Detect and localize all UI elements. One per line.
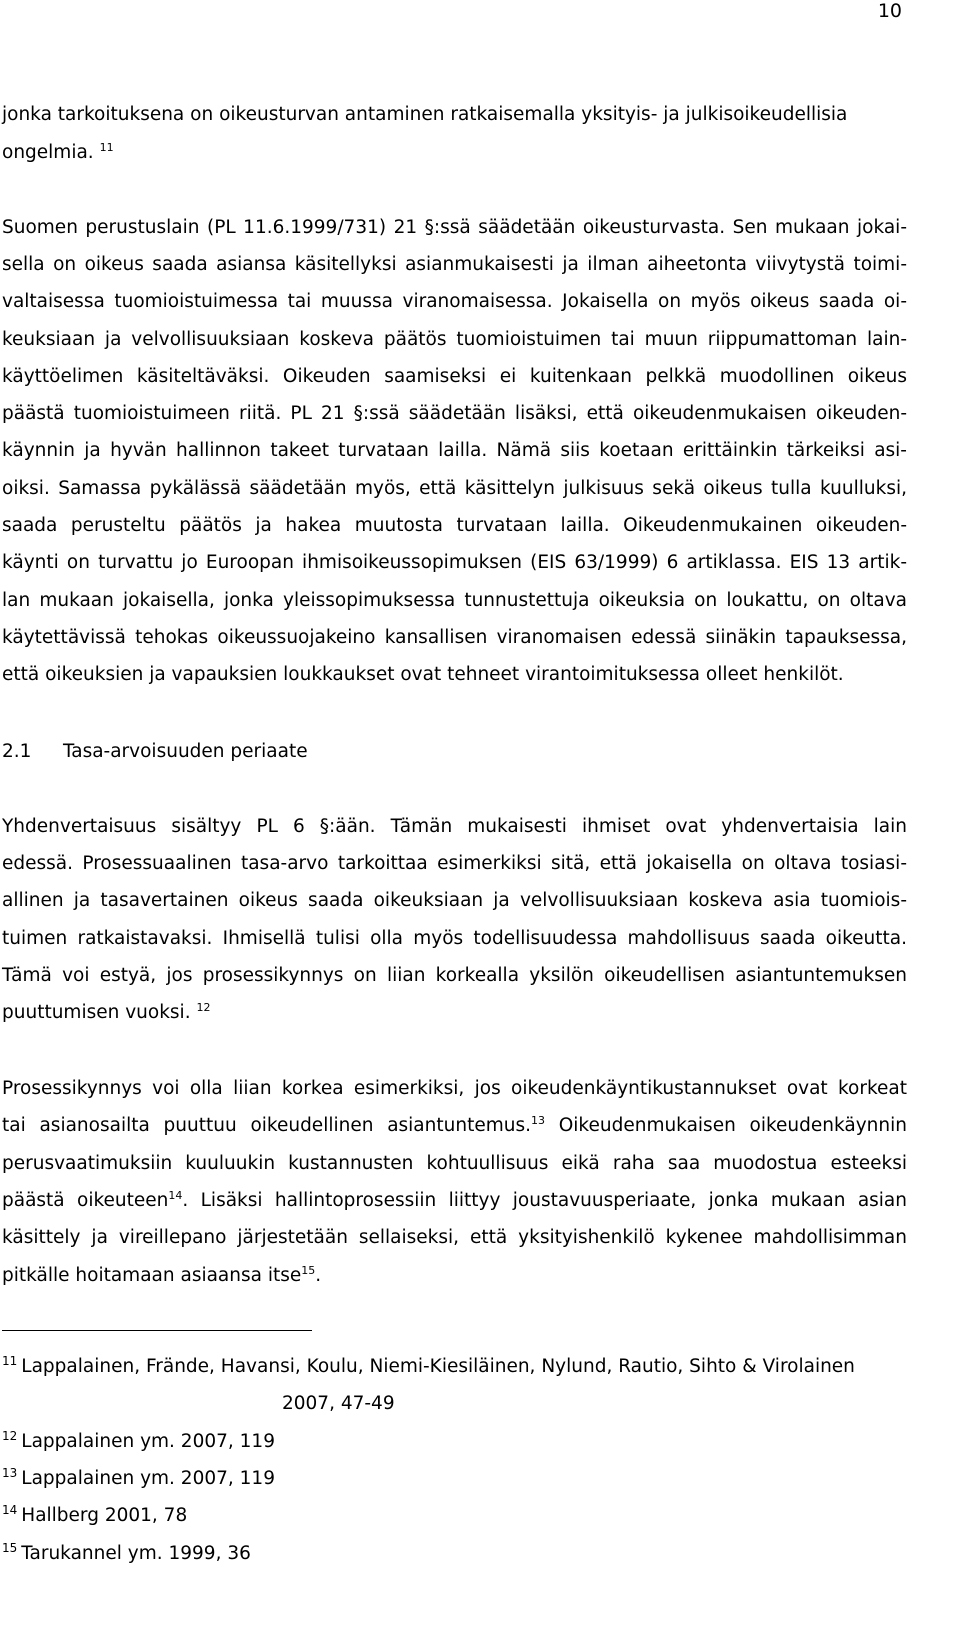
paragraph-line [2,140,114,166]
footnote-ref: 14 [168,1188,183,1202]
paragraph-line: jonka tarkoituksena on oikeusturvan antaminen ratkaisemalla yksityis- ja julkisoikeudellisia [2,104,848,125]
paragraph-line: Prosessikynnys voi olla liian korkea esimerkiksi, jos oikeudenkäyntikustannukset ovat korkeat [2,1078,907,1099]
paragraph-line: oiksi. Samassa pykälässä säädetään myös, että käsittelyn julkisuus sekä oikeus tulla kuulluksi, [2,478,907,499]
paragraph-line: käynti on turvattu jo Euroopan ihmisoikeussopimuksen (EIS 63/1999) 6 artiklassa. EIS 13 artik- [2,552,907,573]
paragraph-line: tuimen ratkaistavaksi. Ihmisellä tulisi olla myös todellisuudessa mahdollisuus saada oikeutta. [2,928,907,949]
paragraph-line: että oikeuksien ja vapauksien loukkaukset ovat tehneet virantoimituksessa olleet henkilöt. [2,664,844,685]
paragraph-line: käyttöelimen käsiteltäväksi. Oikeuden saamiseksi ei kuitenkaan pelkkä muodollinen oikeus [2,366,907,387]
footnote-text: Hallberg 2001, 78 [21,1505,188,1526]
paragraph-line: perusvaatimuksiin kuuluukin kustannusten kohtuullisuus eikä raha saa muodostua esteeksi [2,1153,907,1174]
paragraph-line: keuksiaan ja velvollisuuksiaan koskeva päätös tuomioistuimen tai muun riippumattoman lain- [2,329,907,350]
footnote-separator [2,1330,312,1331]
footnote-mark: 14 [2,1502,18,1517]
text-span: puuttumisen vuoksi. [2,1002,191,1023]
paragraph-line: saada perusteltu päätös ja hakea muutosta turvataan lailla. Oikeudenmukainen oikeuden- [2,515,907,536]
footnote-ref: 12 [196,1000,211,1014]
text-span: ongelmia. [2,142,94,163]
paragraph-line [2,1113,907,1139]
footnote-text: Lappalainen ym. 2007, 119 [21,1468,275,1489]
paragraph-line: Yhdenvertaisuus sisältyy PL 6 §:ään. Tämän mukaisesti ihmiset ovat yhdenvertaisia lain [2,816,907,837]
paragraph-line: Suomen perustuslain (PL 11.6.1999/731) 21 §:ssä säädetään oikeusturvasta. Sen mukaan jokai- [2,217,907,238]
footnote-continuation: 2007, 47-49 [282,1393,395,1414]
footnote-mark: 11 [2,1353,18,1368]
footnote [2,1541,251,1567]
footnote [2,1429,275,1455]
section-title: Tasa-arvoisuuden periaate [63,741,308,762]
footnote-mark: 13 [2,1465,18,1480]
paragraph-line: valtaisessa tuomioistuimessa tai muussa viranomaisessa. Jokaisella on myös oikeus saada oi- [2,291,907,312]
text-span: tai asianosailta puuttuu oikeudellinen asiantuntemus. [2,1115,531,1136]
footnote-mark: 15 [2,1540,18,1555]
footnote [2,1354,855,1380]
text-span: Oikeudenmukaisen oikeudenkäynnin [544,1115,907,1136]
footnote-ref: 15 [301,1263,316,1277]
text-span: pitkälle hoitamaan asiaansa itse [2,1265,302,1286]
paragraph-line: käsittely ja vireillepano järjestetään sellaiseksi, että yksityishenkilö kykenee mahdollisimman [2,1227,907,1248]
footnote [2,1466,275,1492]
paragraph-line: Tämä voi estyä, jos prosessikynnys on liian korkealla yksilön oikeudellisen asiantuntemuksen [2,965,907,986]
text-span: päästä oikeuteen [2,1190,169,1211]
paragraph-line: käytettävissä tehokas oikeussuojakeino kansallisen viranomaisen edessä siinäkin tapauksessa, [2,627,907,648]
paragraph-line: päästä tuomioistuimeen riitä. PL 21 §:ssä säädetään lisäksi, että oikeudenmukaisen oikeuden- [2,403,907,424]
paragraph-line: käynnin ja hyvän hallinnon takeet turvataan lailla. Nämä siis koetaan erittäinkin tärkeiksi asi- [2,440,907,461]
page-number: 10 [877,0,902,22]
paragraph-line [2,1188,907,1214]
footnote-ref: 13 [530,1113,545,1127]
paragraph-line [2,1000,210,1026]
footnote [2,1503,187,1529]
text-span: . Lisäksi hallintoprosessiin liittyy joustavuusperiaate, jonka mukaan asian [182,1190,907,1211]
footnote-text: Lappalainen, Frände, Havansi, Koulu, Niemi-Kiesiläinen, Nylund, Rautio, Sihto & Virolainen [21,1356,855,1377]
paragraph-line [2,1263,321,1289]
section-number: 2.1 [2,741,32,762]
footnote-ref: 11 [99,140,114,154]
footnote-mark: 12 [2,1428,18,1443]
paragraph-line: edessä. Prosessuaalinen tasa-arvo tarkoittaa esimerkiksi sitä, että jokaisella on oltava tosiasi- [2,853,907,874]
text-span: . [315,1265,322,1286]
paragraph-line: lan mukaan jokaisella, jonka yleissopimuksessa tunnustettuja oikeuksia on loukattu, on oltava [2,590,907,611]
paragraph-line: allinen ja tasavertainen oikeus saada oikeuksiaan ja velvollisuuksiaan koskeva asia tuomiois- [2,890,907,911]
paragraph-line: sella on oikeus saada asiansa käsitellyksi asianmukaisesti ja ilman aiheetonta viivytystä toimi- [2,254,907,275]
footnote-text: Tarukannel ym. 1999, 36 [21,1543,251,1564]
footnote-text: Lappalainen ym. 2007, 119 [21,1431,275,1452]
